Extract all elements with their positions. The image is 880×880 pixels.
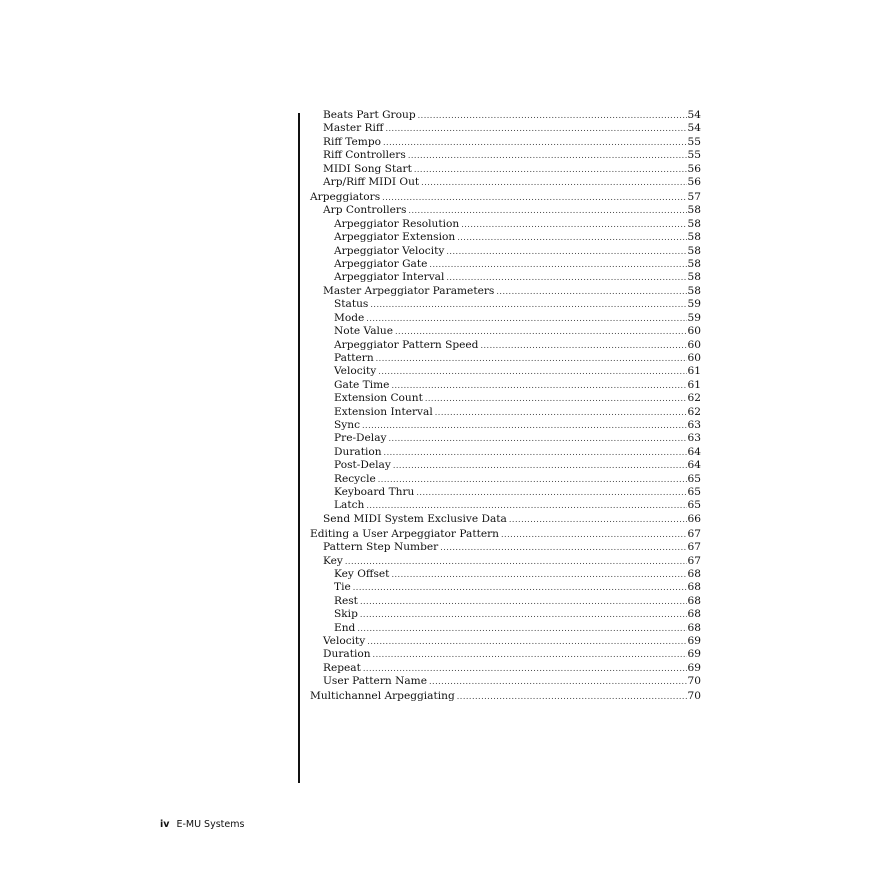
toc-dot-leader xyxy=(363,662,687,675)
toc-entry-title: MIDI Song Start xyxy=(323,162,412,175)
toc-entry-title: Beats Part Group xyxy=(323,109,416,121)
toc-entry-page: 70 xyxy=(687,675,701,688)
toc-entry-page: 67 xyxy=(687,527,701,540)
toc-entry-title: Recycle xyxy=(334,472,376,485)
toc-dot-leader xyxy=(366,499,686,512)
toc-dot-leader xyxy=(376,352,687,365)
toc-entry-page: 58 xyxy=(687,244,701,257)
toc-entry[interactable] xyxy=(310,635,701,648)
toc-entry-title: Pattern Step Number xyxy=(323,541,439,554)
toc-entry-title: Gate Time xyxy=(334,378,390,391)
toc-entry-page: 62 xyxy=(687,405,701,418)
toc-entry-title: Key Offset xyxy=(334,568,390,580)
toc-entry-title: Duration xyxy=(323,648,371,661)
toc-entry-page: 69 xyxy=(687,635,701,648)
toc-entry[interactable] xyxy=(310,690,701,703)
toc-dot-leader xyxy=(457,690,687,703)
toc-dot-leader xyxy=(421,176,686,189)
toc-entry-title: Master Arpeggiator Parameters xyxy=(323,284,495,297)
toc-dot-leader xyxy=(353,581,687,594)
toc-dot-leader xyxy=(446,245,686,258)
toc-entry-title: End xyxy=(334,621,356,634)
toc-entry-title: Status xyxy=(334,298,369,311)
toc-entry-page: 54 xyxy=(687,122,701,135)
toc-entry-page: 69 xyxy=(687,661,701,674)
toc-entry-page: 58 xyxy=(687,204,701,217)
toc-entry-title: Pre-Delay xyxy=(334,432,387,445)
toc-dot-leader xyxy=(435,406,687,419)
toc-entry[interactable] xyxy=(310,541,701,554)
toc-entry-page: 68 xyxy=(687,608,701,621)
toc-dot-leader xyxy=(425,392,687,405)
toc-entry-title: Arpeggiator Interval xyxy=(334,271,445,284)
toc-entry-page: 62 xyxy=(687,392,701,405)
toc-dot-leader xyxy=(391,568,686,581)
footer-page-number: iv xyxy=(160,819,170,830)
toc-entry-title: Editing a User Arpeggiator Pattern xyxy=(310,527,500,540)
footer-company: E-MU Systems xyxy=(176,819,245,830)
toc-entry[interactable] xyxy=(310,406,701,419)
margin-rule xyxy=(298,113,300,783)
toc-entry[interactable] xyxy=(310,204,701,217)
toc-entry[interactable] xyxy=(310,218,701,231)
toc-dot-leader xyxy=(389,432,687,445)
toc-entry[interactable] xyxy=(310,325,701,338)
toc-entry-title: Arp Controllers xyxy=(323,204,407,217)
toc-entry[interactable] xyxy=(310,271,701,284)
toc-entry[interactable] xyxy=(310,581,701,594)
toc-entry-page: 68 xyxy=(687,621,701,634)
toc-dot-leader xyxy=(457,231,686,244)
toc-dot-leader xyxy=(382,191,686,204)
toc-entry-title: Post-Delay xyxy=(334,459,391,472)
toc-entry[interactable] xyxy=(310,486,701,499)
toc-entry[interactable] xyxy=(310,258,701,271)
toc-entry-page: 63 xyxy=(687,418,701,431)
toc-entry[interactable] xyxy=(310,608,701,621)
toc-dot-leader xyxy=(496,285,686,298)
toc-dot-leader xyxy=(373,648,687,661)
toc-entry-title: Skip xyxy=(334,608,358,621)
toc-entry[interactable] xyxy=(310,191,701,204)
toc-dot-leader xyxy=(429,675,687,688)
toc-dot-leader xyxy=(384,446,687,459)
toc-entry-title: Keyboard Thru xyxy=(334,485,415,498)
toc-entry[interactable] xyxy=(310,528,701,541)
toc-entry-page: 68 xyxy=(687,581,701,594)
toc-entry[interactable] xyxy=(310,285,701,298)
toc-dot-leader xyxy=(461,218,686,231)
toc-entry-title: Note Value xyxy=(334,325,394,338)
toc-entry[interactable] xyxy=(310,459,701,472)
toc-entry[interactable] xyxy=(310,499,701,512)
toc-entry[interactable] xyxy=(310,392,701,405)
toc-dot-leader xyxy=(509,513,687,526)
toc-entry-page: 61 xyxy=(687,365,701,378)
toc-entry-page: 58 xyxy=(687,271,701,284)
toc-entry-page: 56 xyxy=(687,176,701,189)
toc-entry[interactable] xyxy=(310,312,701,325)
toc-entry-page: 57 xyxy=(687,191,701,204)
toc-dot-leader xyxy=(408,149,687,162)
toc-dot-leader xyxy=(414,163,687,176)
toc-entry-title: Arp/Riff MIDI Out xyxy=(323,176,420,189)
toc-entry-title: Sync xyxy=(334,418,360,431)
toc-entry-page: 55 xyxy=(687,135,701,148)
toc-entry[interactable] xyxy=(310,432,701,445)
toc-entry-title: Repeat xyxy=(323,661,361,674)
toc-dot-leader xyxy=(362,419,687,432)
toc-entry-title: Velocity xyxy=(334,365,377,378)
toc-entry-page: 67 xyxy=(687,554,701,567)
toc-dot-leader xyxy=(378,365,686,378)
toc-entry-title: Riff Controllers xyxy=(323,149,406,162)
toc-entry[interactable] xyxy=(310,446,701,459)
toc-entry-page: 65 xyxy=(687,499,701,512)
toc-entry-title: Arpeggiator Gate xyxy=(334,258,428,271)
toc-dot-leader xyxy=(385,122,686,135)
toc-entry-page: 65 xyxy=(687,472,701,485)
toc-entry-title: Pattern xyxy=(334,351,374,364)
table-of-contents xyxy=(310,109,701,704)
toc-entry-page: 56 xyxy=(687,162,701,175)
toc-dot-leader xyxy=(480,339,686,352)
toc-dot-leader xyxy=(416,486,686,499)
toc-entry-page: 60 xyxy=(687,325,701,338)
toc-entry-page: 58 xyxy=(687,231,701,244)
toc-dot-leader xyxy=(367,635,686,648)
toc-entry-page: 68 xyxy=(687,594,701,607)
toc-dot-leader xyxy=(366,312,686,325)
toc-entry-page: 70 xyxy=(687,690,701,703)
toc-dot-leader xyxy=(378,473,687,486)
toc-entry-page: 68 xyxy=(687,568,701,580)
toc-entry-title: Tie xyxy=(334,581,351,594)
toc-entry[interactable] xyxy=(310,648,701,661)
toc-entry-title: Mode xyxy=(334,311,365,324)
toc-dot-leader xyxy=(501,528,687,541)
toc-dot-leader xyxy=(418,109,687,122)
toc-entry[interactable] xyxy=(310,662,701,675)
page-footer xyxy=(160,819,244,830)
toc-entry[interactable] xyxy=(310,122,701,135)
toc-dot-leader xyxy=(360,595,687,608)
toc-entry-page: 69 xyxy=(687,648,701,661)
toc-entry-title: Multichannel Arpeggiating xyxy=(310,690,455,703)
toc-entry[interactable] xyxy=(310,595,701,608)
toc-entry-page: 67 xyxy=(687,541,701,554)
toc-entry-page: 63 xyxy=(687,432,701,445)
toc-entry-title: User Pattern Name xyxy=(323,675,427,688)
toc-entry[interactable] xyxy=(310,136,701,149)
toc-entry[interactable] xyxy=(310,365,701,378)
toc-entry-page: 64 xyxy=(687,459,701,472)
toc-entry[interactable] xyxy=(310,149,701,162)
toc-dot-leader xyxy=(345,555,687,568)
toc-entry[interactable] xyxy=(310,555,701,568)
toc-dot-leader xyxy=(357,622,686,635)
toc-entry-page: 65 xyxy=(687,485,701,498)
toc-entry-title: Key xyxy=(323,554,343,567)
toc-entry[interactable] xyxy=(310,473,701,486)
toc-dot-leader xyxy=(408,204,686,217)
toc-entry[interactable] xyxy=(310,675,701,688)
toc-entry-title: Extension Count xyxy=(334,392,423,405)
toc-entry-page: 58 xyxy=(687,284,701,297)
toc-entry-title: Duration xyxy=(334,445,382,458)
toc-dot-leader xyxy=(429,258,686,271)
toc-entry-title: Send MIDI System Exclusive Data xyxy=(323,512,507,525)
toc-entry[interactable] xyxy=(310,352,701,365)
toc-entry-title: Extension Interval xyxy=(334,405,433,418)
toc-entry-title: Rest xyxy=(334,594,358,607)
toc-entry-page: 61 xyxy=(687,378,701,391)
toc-entry[interactable] xyxy=(310,339,701,352)
toc-entry-title: Master Riff xyxy=(323,122,384,135)
toc-entry-page: 59 xyxy=(687,311,701,324)
toc-entry-page: 59 xyxy=(687,298,701,311)
toc-entry[interactable] xyxy=(310,176,701,189)
toc-entry-page: 60 xyxy=(687,338,701,351)
toc-entry-title: Arpeggiator Resolution xyxy=(334,217,460,230)
toc-entry[interactable] xyxy=(310,231,701,244)
toc-entry[interactable] xyxy=(310,622,701,635)
toc-entry-title: Riff Tempo xyxy=(323,135,381,148)
toc-dot-leader xyxy=(393,459,687,472)
toc-entry-title: Arpeggiator Extension xyxy=(334,231,456,244)
toc-entry-page: 60 xyxy=(687,351,701,364)
toc-entry-title: Arpeggiator Pattern Speed xyxy=(334,338,479,351)
toc-entry-page: 55 xyxy=(687,149,701,162)
toc-dot-leader xyxy=(383,136,687,149)
toc-entry[interactable] xyxy=(310,513,701,526)
toc-dot-leader xyxy=(360,608,687,621)
toc-dot-leader xyxy=(370,298,686,311)
toc-entry-title: Arpeggiator Velocity xyxy=(334,244,445,257)
toc-entry-page: 58 xyxy=(687,217,701,230)
toc-entry[interactable] xyxy=(310,379,701,392)
toc-entry[interactable] xyxy=(310,245,701,258)
toc-entry-title: Arpeggiators xyxy=(310,191,381,204)
toc-dot-leader xyxy=(395,325,687,338)
toc-dot-leader xyxy=(440,541,686,554)
toc-entry-page: 54 xyxy=(687,109,701,121)
toc-entry-title: Velocity xyxy=(323,635,366,648)
toc-entry-page: 58 xyxy=(687,258,701,271)
toc-entry[interactable] xyxy=(310,568,701,581)
toc-dot-leader xyxy=(391,379,686,392)
toc-entry[interactable] xyxy=(310,419,701,432)
toc-entry-title: Latch xyxy=(334,499,365,512)
toc-entry[interactable] xyxy=(310,298,701,311)
toc-entry[interactable] xyxy=(310,163,701,176)
toc-dot-leader xyxy=(446,271,686,284)
toc-entry[interactable] xyxy=(310,109,701,122)
toc-entry-page: 66 xyxy=(687,512,701,525)
toc-entry-page: 64 xyxy=(687,445,701,458)
